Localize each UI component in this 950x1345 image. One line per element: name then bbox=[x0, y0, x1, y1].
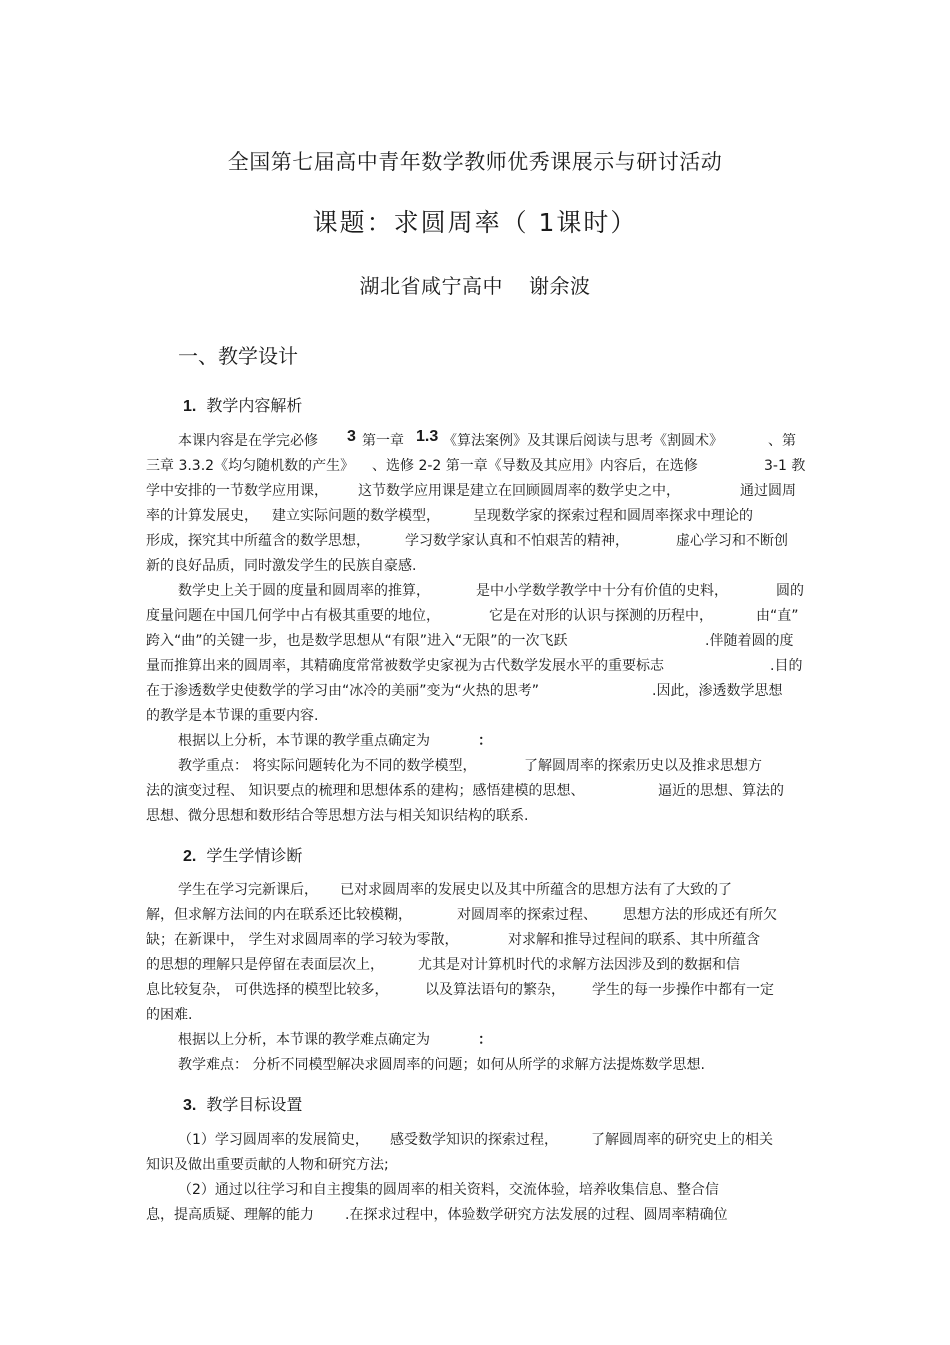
chapter-number: 3 bbox=[347, 428, 356, 445]
subsection-heading-2 bbox=[183, 843, 302, 866]
author-name: 谢余波 bbox=[529, 274, 591, 298]
subsection-heading-1 bbox=[183, 393, 302, 416]
document-page: 全国第七届高中青年数学教师优秀课展示与研讨活动 课题：求圆周率（ 1课时） 湖北省咸宁高中 谢余波 一、教学设计 1. 教学内容解析 本课内容是在学完必修 3 第一章 1.3 《算法案例》及其课后阅读与思考《割圆术》 、第 三章 3.3.2《均匀随机数的产生》 、选修 2-2 第一章《导数及其应用》内容后，在选修 3-1 教 学中安排的一节数学应用课， 这节数学应用课是建立在回顾圆周率的数学史之中， 通过圆周 率的计算发展史， 建立实际问题的数学模型， 呈现数学家的探索过程和圆周率探求中理论的 形成，探究其中所蕴含的数学思想， 学习数学家认真和不怕艰苦的精神， 虚心学习和不断创 新的良好品质，同时激发学生的民族自豪感. 数学史上关于圆的度量和圆周率的推算， 是中小学数学教学中十分有价值的史料， 圆的 度量问题在中国几何学中占有极其重要的地位， 它是在对形的认识与探测的历程中， 由“直” 跨入“曲”的关键一步，也是数学思想从“有限”进入“无限”的一次飞跃 .伴随着圆的度 量而推算出来的圆周率，其精确度常常被数学史家视为古代数学发展水平的重要标志 .目的 在于渗透数学史使数学的学习由“冰冷的美丽”变为“火热的思考” .因此，渗透数学思想 的教学是本节课的重要内容. 根据以上分析，本节课的教学重点确定为 ： 教学重点： 将实际问题转化为不同的数学模型， 了解圆周率的探索历史以及推求思想方 法的演变过程、 知识要点的梳理和思想体系的建构；感悟建模的思想、 逼近的思想、算法的 思想、微分思想和数形结合等思想方法与相关知识结构的联系. 2. 学生学情诊断 学生在学习完新课后， 已对求圆周率的发展史以及其中所蕴含的思想方法有了大致的了 解，但求解方法间的内在联系还比较模糊， 对圆周率的探索过程、 思想方法的形成还有所欠 缺；在新课中， 学生对求圆周率的学习较为零散， 对求解和推导过程间的联系、其中所蕴含 的思想的理解只是停留在表面层次上， 尤其是对计算机时代的求解方法因涉及到的数据和信 息比较复杂， 可供选择的模型比较多， 以及算法语句的繁杂， 学生的每一步操作中都有一定 的困难. 根据以上分析，本节课的教学难点确定为 ： 教学难点： 分析不同模型解决求圆周率的问题；如何从所学的求解方法提炼数学思想. 3. 教学目标设置 （1）学习圆周率的发展简史， 感受数学知识的探索过程， 了解圆周率的研究史上的相关 知识及做出重要贡献的人物和研究方法; （2）通过以往学习和自主搜集的圆周率的相关资料，交流体验，培养收集信息、整合信 息，提高质疑、理解的能力 .在探求过程中，体验数学研究方法发展的过程、圆周率精确位 bbox=[0, 0, 950, 1345]
section-heading: 一、教学设计 bbox=[178, 344, 298, 368]
author-line bbox=[0, 270, 950, 299]
colon: ： bbox=[478, 1032, 492, 1048]
lesson-title: 课题：求圆周率（ 1课时） bbox=[312, 208, 638, 237]
subsection-heading-3 bbox=[183, 1092, 302, 1115]
subsection-number: 2. bbox=[183, 848, 197, 865]
subsection-number: 1. bbox=[183, 398, 197, 415]
subsection-title: 教学内容解析 bbox=[206, 396, 303, 415]
event-title: 全国第七届高中青年数学教师优秀课展示与研讨活动 bbox=[227, 150, 723, 174]
colon: ： bbox=[478, 733, 492, 749]
subsection-number: 3. bbox=[183, 1097, 197, 1114]
author-school: 湖北省咸宁高中 bbox=[359, 274, 503, 298]
subsection-title: 学生学情诊断 bbox=[206, 846, 303, 865]
subsection-title: 教学目标设置 bbox=[206, 1095, 303, 1114]
section-number: 1.3 bbox=[416, 428, 439, 445]
